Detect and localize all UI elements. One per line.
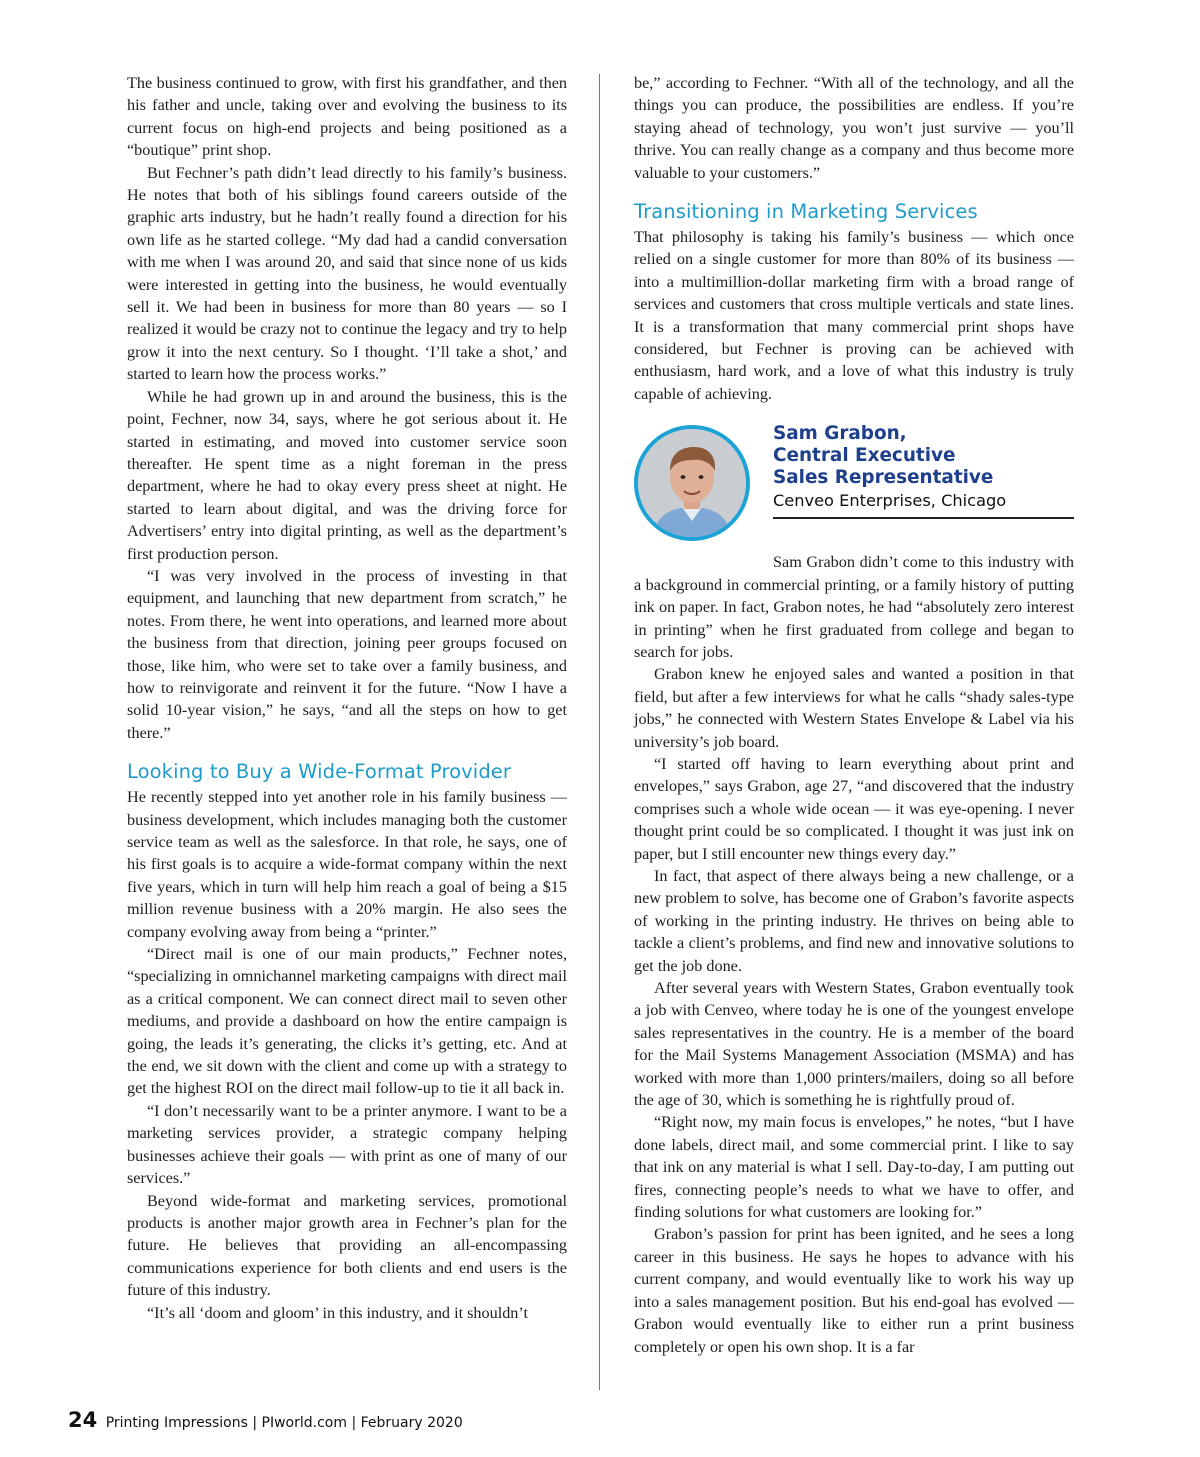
profile-card — [634, 423, 1074, 545]
article-paragraph: “Direct mail is one of our main products,” Fechner notes, “specializing in omnichannel marketing campaigns with direct mail as a critical component. We can connect direct mail to seven other mediums, and provide a dashboard on how the entire campaign is going, the leads it’s generating, the clicks it’s getting, etc. And at the end, we sit down with the client and come up with a strategy to get the highest ROI on the direct mail follow-up to tie it all back in. — [127, 945, 567, 1098]
column-divider — [599, 74, 600, 1390]
profile-photo — [634, 425, 750, 541]
page-number: 24 — [68, 1408, 98, 1432]
article-paragraph: He recently stepped into yet another role in his family business — business development, which includes managing both the customer service team as well as the salesforce. In that role, he says, one of his first goals is to acquire a wide-format company within the next five years, which in turn will help him reach a goal of being a $15 million revenue business with a 20% margin. He also sees the company evolving away from being a “printer.” — [127, 788, 567, 941]
profile-intro-paragraph: Sam Grabon didn’t come to this industry with a background in commercial printing, or a family history of putting ink on paper. In fact, Grabon notes, he had “absolutely zero interest in printing” when he first graduated from college and began to search for jobs. — [634, 553, 1074, 661]
article-paragraph: But Fechner’s path didn’t lead directly to his family’s business. He notes that both of his siblings found careers outside of the graphic arts industry, but he hadn’t really found a direction for his own life as he started college. “My dad had a candid conversation with me when I was around 20, and said that since none of us kids were interested in getting into the business, he would eventually sell it. We had been in business for more than 80 years — so I realized it would be crazy not to continue the legacy and try to help grow it into the next century. So I thought. ‘I’ll take a shot,’ and started to learn how the process works.” — [127, 163, 567, 384]
article-paragraph: Beyond wide-format and marketing services, promotional products is another major growth area in Fechner’s plan for the future. He believes that providing an all-encompassing communications experience for both clients and end users is the future of this industry. — [127, 1191, 567, 1300]
profile-name: Sam Grabon, — [773, 423, 907, 445]
article-paragraph: In fact, that aspect of there always being a new challenge, or a new problem to solve, has become one of Grabon’s favorite aspects of working in the printing industry. He thrives on being able to tackle a client’s problems, and find new and innovative solutions to get the job done. — [634, 866, 1074, 975]
page-footer — [68, 1408, 463, 1432]
article-paragraph: “It’s all ‘doom and gloom’ in this industry, and it shouldn’t — [147, 1303, 528, 1322]
profile-title — [773, 423, 1073, 489]
profile-role-line-1: Central Executive — [773, 445, 956, 467]
article-paragraph: be,” according to Fechner. “With all of the technology, and all the things you can produce, the possibilities are endless. If you’re staying ahead of technology, you won’t just survive — you’ll thrive. You can really change as a company and thus become more valuable to your customers.” — [634, 74, 1074, 182]
article-paragraph: After several years with Western States, Grabon eventually took a job with Cenveo, where today he is one of the youngest envelope sales representatives in the country. He is a member of the board for the Mail Systems Management Association (MSMA) and has worked with more than 1,000 printers/mailers, doing so all before the age of 30, which is something he is rightfully proud of. — [634, 979, 1074, 1110]
article-paragraph: While he had grown up in and around the business, this is the point, Fechner, now 34, says, where he got serious about it. He started in estimating, and moved into customer service soon thereafter. He spent time as a night foreman in the press department, where he had to okay every press sheet at night. He started to learn about digital, and was the driving force for Advertisers’ entry into digital printing, as well as the department’s first production person. — [127, 387, 567, 563]
article-paragraph: Grabon knew he enjoyed sales and wanted a position in that field, but after a few interviews for what he calls “shady sales-type jobs,” he connected with Western States Envelope & Label via his university’s job board. — [634, 665, 1074, 751]
article-paragraph: “I don’t necessarily want to be a printer anymore. I want to be a marketing services provider, a strategic company helping businesses achieve their goals — with print as one of many of our services.” — [127, 1101, 567, 1188]
section-heading-wide-format: Looking to Buy a Wide-Format Provider — [127, 760, 512, 784]
footer-publication-text: Printing Impressions | PIworld.com | February 2020 — [105, 1415, 463, 1431]
left-column — [127, 72, 567, 1324]
article-paragraph: That philosophy is taking his family’s business — which once relied on a single customer for more than 80% of its business — into a multimillion-dollar marketing firm with a broad range of services and customers that cross multiple verticals and state lines. It is a transformation that many commercial print shops have considered, but Fechner is proving can be achieved with enthusiasm, hard work, and a love of what this industry is truly capable of achieving. — [634, 228, 1074, 403]
article-paragraph: The business continued to grow, with first his grandfather, and then his father and uncle, taking over and evolving the business to its current focus on high-end projects and being positioned as a “boutique” print shop. — [127, 74, 567, 160]
section-heading-marketing-services: Transitioning in Marketing Services — [634, 200, 978, 224]
article-paragraph: “Right now, my main focus is envelopes,” he notes, “but I have done labels, direct mail, and some commercial print. I like to say that ink on any material is what I sell. Day-to-day, I am putting out fires, connecting people’s needs to what we have to offer, and finding solutions for what customers are looking for.” — [634, 1113, 1074, 1222]
profile-company: Cenveo Enterprises, Chicago — [773, 491, 1074, 519]
right-column — [634, 72, 1074, 1358]
profile-role-line-2: Sales Representative — [773, 467, 994, 489]
article-paragraph: “I was very involved in the process of investing in that equipment, and launching that new department from scratch,” he notes. From there, he went into operations, and learned more about the business from that direction, joining peer groups focused on those, like him, who were set to take over a family business, and how to reinvigorate and reinvent it for the future. “Now I have a solid 10-year vision,” he says, “and all the steps on how to get there.” — [127, 566, 567, 742]
person-portrait-icon — [638, 429, 746, 537]
article-paragraph: Grabon’s passion for print has been ignited, and he sees a long career in this business. He says he hopes to advance with his current company, and would eventually like to work his way up into a sales management position. But his end-goal has evolved — Grabon would eventually like to either run a print business completely or open his own shop. It is a far — [634, 1225, 1074, 1356]
article-paragraph: “I started off having to learn everything about print and envelopes,” says Grabon, age 27, “and discovered that the industry comprises such a whole wide ocean — it was eye-opening. I never thought print could be so complicated. I thought it was just ink on paper, but I still encounter new things every day.” — [634, 754, 1074, 863]
